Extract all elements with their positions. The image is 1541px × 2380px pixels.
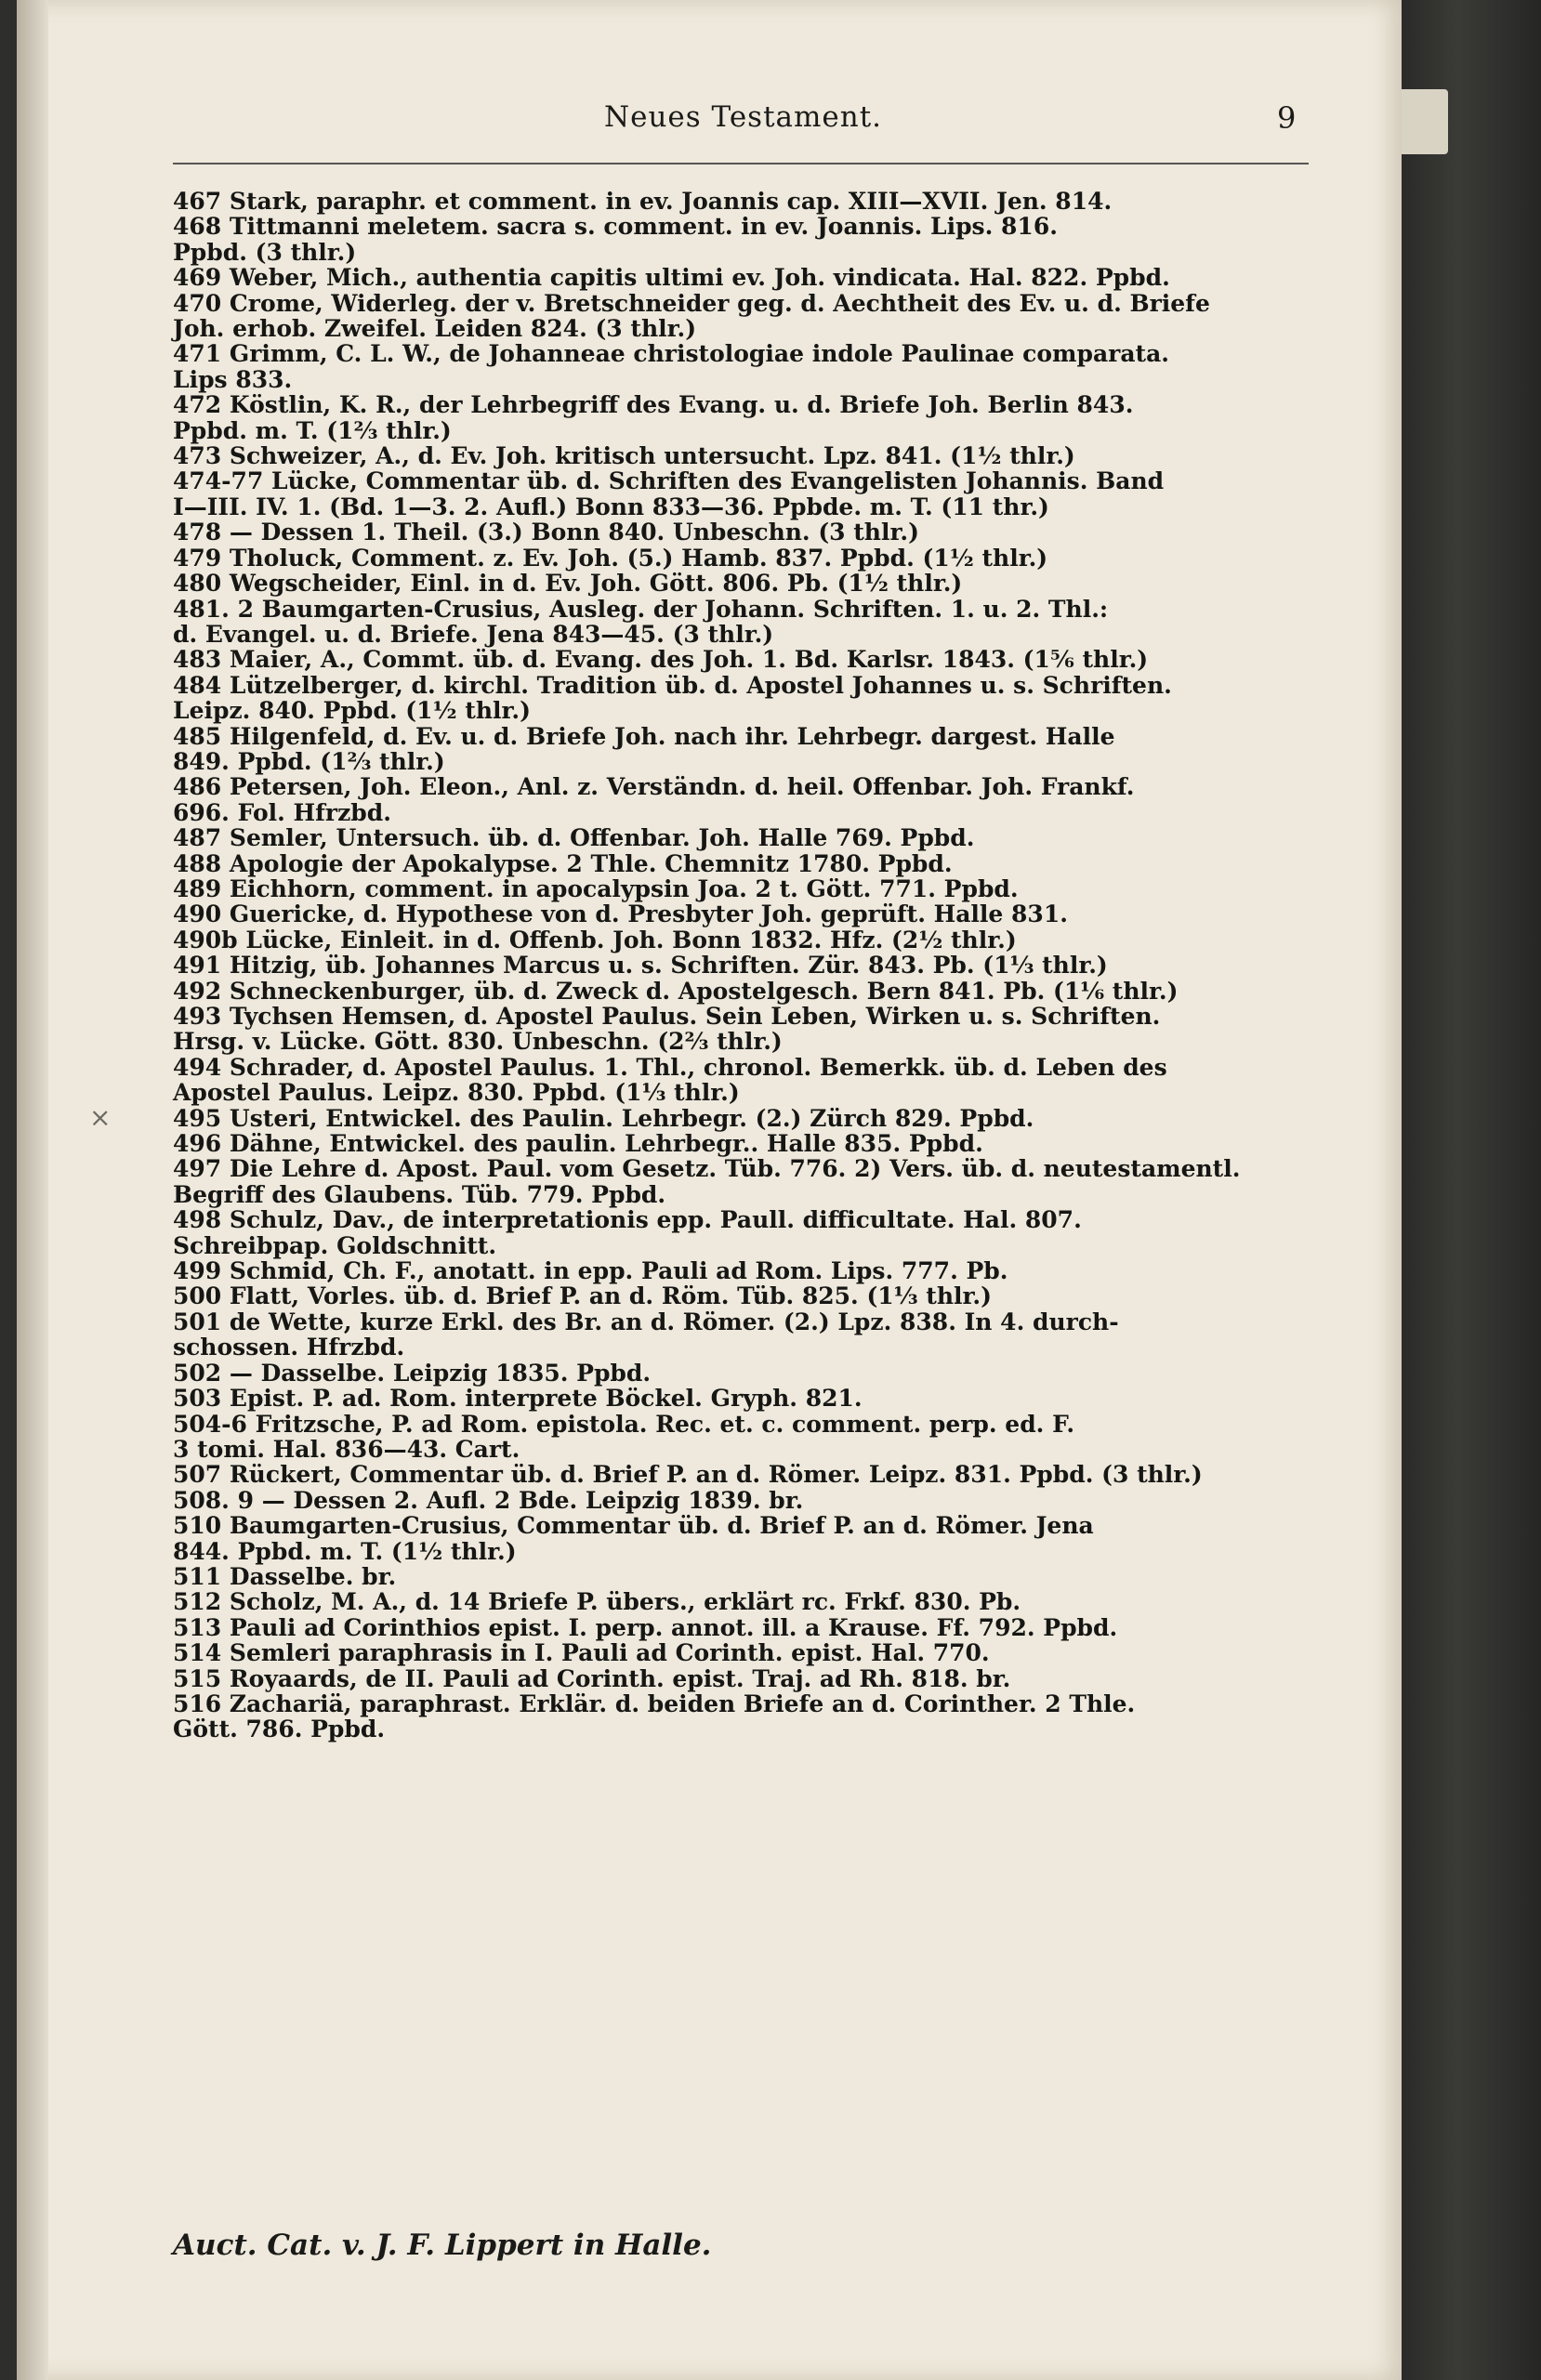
- catalog-entry: [173, 1564, 1316, 1589]
- catalog-entry: [173, 1361, 1316, 1386]
- catalog-entry: [173, 901, 1316, 927]
- catalog-entry-line: 849. Ppbd. (1⅔ thlr.): [173, 747, 445, 775]
- page-tab: [1394, 89, 1448, 154]
- catalog-entry-line: 484 Lützelberger, d. kirchl. Tradition üb. d. Apostel Johannes u. s. Schriften.: [173, 671, 1172, 699]
- catalog-entry: [173, 1615, 1316, 1640]
- catalog-entry-line: 480 Wegscheider, Einl. in d. Ev. Joh. Gött. 806. Pb. (1½ thlr.): [173, 570, 963, 598]
- catalog-entry-line: 499 Schmid, Ch. F., anotatt. in epp. Pauli ad Rom. Lips. 777. Pb.: [173, 1257, 1008, 1285]
- catalog-entry-line: 493 Tychsen Hemsen, d. Apostel Paulus. Sein Leben, Wirken u. s. Schriften.: [173, 1003, 1161, 1030]
- catalog-entry-line: 498 Schulz, Dav., de interpretationis epp. Paull. difficultate. Hal. 807.: [173, 1206, 1082, 1234]
- catalog-entry-line: 512 Scholz, M. A., d. 14 Briefe P. übers., erklärt rc. Frkf. 830. Pb.: [173, 1588, 1021, 1616]
- catalog-entry-line: Schreibpap. Goldschnitt.: [173, 1231, 497, 1259]
- page-number: 9: [1277, 100, 1297, 136]
- catalog-entry: [173, 468, 1316, 519]
- catalog-entry-line: 507 Rückert, Commentar üb. d. Brief P. an d. Römer. Leipz. 831. Ppbd. (3 thlr.): [173, 1461, 1203, 1489]
- catalog-entries: [173, 189, 1316, 1742]
- catalog-entry-line: 483 Maier, A., Commt. üb. d. Evang. des Joh. 1. Bd. Karlsr. 1843. (1⅚ thlr.): [173, 646, 1149, 674]
- catalog-entry-line: 504-6 Fritzsche, P. ad Rom. epistola. Rec. et. c. comment. perp. ed. F.: [173, 1410, 1075, 1438]
- page-binding: [17, 0, 48, 2380]
- running-header: Neues Testament.: [604, 100, 883, 134]
- catalog-entry-line: 513 Pauli ad Corinthios epist. I. perp. annot. ill. a Krause. Ff. 792. Ppbd.: [173, 1613, 1118, 1641]
- catalog-entry: [173, 851, 1316, 876]
- catalog-entry-line: 501 de Wette, kurze Erkl. des Br. an d. Römer. (2.) Lpz. 838. In 4. durch-: [173, 1308, 1119, 1335]
- catalog-entry: [173, 571, 1316, 596]
- catalog-entry: [173, 927, 1316, 953]
- catalog-entry-line: 472 Köstlin, K. R., der Lehrbegriff des Evang. u. d. Briefe Joh. Berlin 843.: [173, 391, 1134, 419]
- catalog-entry-line: Gött. 786. Ppbd.: [173, 1716, 386, 1743]
- catalog-entry-line: 496 Dähne, Entwickel. des paulin. Lehrbegr.. Halle 835. Ppbd.: [173, 1130, 983, 1158]
- catalog-entry-line: 469 Weber, Mich., authentia capitis ultimi ev. Joh. vindicata. Hal. 822. Ppbd.: [173, 264, 1170, 292]
- catalog-entry: [173, 1412, 1316, 1463]
- catalog-entry: [173, 1462, 1316, 1487]
- catalog-entry: [173, 673, 1316, 724]
- catalog-entry: [173, 825, 1316, 850]
- catalog-entry-line: 468 Tittmanni meletem. sacra s. comment. in ev. Joannis. Lips. 816.: [173, 213, 1058, 241]
- catalog-entry-line: Leipz. 840. Ppbd. (1½ thlr.): [173, 697, 531, 725]
- catalog-entry: [173, 189, 1316, 214]
- catalog-entry: [173, 1640, 1316, 1665]
- catalog-entry: [173, 1156, 1316, 1207]
- catalog-entry-line: Hrsg. v. Lücke. Gött. 830. Unbeschn. (2⅔ thlr.): [173, 1028, 783, 1056]
- catalog-entry-line: d. Evangel. u. d. Briefe. Jena 843—45. (3 thlr.): [173, 620, 774, 648]
- catalog-entry: [173, 597, 1316, 648]
- catalog-entry-line: 3 tomi. Hal. 836—43. Cart.: [173, 1435, 520, 1463]
- catalog-entry: [173, 1283, 1316, 1308]
- catalog-entry: [173, 979, 1316, 1004]
- catalog-entry-line: 489 Eichhorn, comment. in apocalypsin Joa. 2 t. Gött. 771. Ppbd.: [173, 874, 1019, 902]
- catalog-entry-line: 474-77 Lücke, Commentar üb. d. Schriften des Evangelisten Johannis. Band: [173, 467, 1165, 495]
- catalog-entry-line: Lips 833.: [173, 365, 293, 393]
- catalog-entry-line: 481. 2 Baumgarten-Crusius, Ausleg. der Johann. Schriften. 1. u. 2. Thl.:: [173, 595, 1109, 623]
- catalog-entry: [173, 1258, 1316, 1283]
- catalog-entry-line: 485 Hilgenfeld, d. Ev. u. d. Briefe Joh. nach ihr. Lehrbegr. dargest. Halle: [173, 722, 1115, 750]
- catalog-entry-line: 490 Guericke, d. Hypothese von d. Presbyter Joh. geprüft. Halle 831.: [173, 901, 1068, 928]
- catalog-entry-line: 486 Petersen, Joh. Eleon., Anl. z. Verständn. d. heil. Offenbar. Joh. Frankf.: [173, 773, 1135, 801]
- catalog-entry: [173, 341, 1316, 392]
- catalog-entry-line: Ppbd. (3 thlr.): [173, 238, 357, 266]
- catalog-entry-line: 502 — Dasselbe. Leipzig 1835. Ppbd.: [173, 1359, 652, 1387]
- catalog-entry: [173, 724, 1316, 775]
- catalog-entry-line: 510 Baumgarten-Crusius, Commentar üb. d. Brief P. an d. Römer. Jena: [173, 1512, 1094, 1540]
- catalog-entry: [173, 1513, 1316, 1564]
- catalog-entry: [173, 214, 1316, 265]
- catalog-entry-line: 516 Zachariä, paraphrast. Erklär. d. beiden Briefe an d. Corinther. 2 Thle.: [173, 1690, 1136, 1717]
- page-footer: Auct. Cat. v. J. F. Lippert in Halle.: [173, 2229, 712, 2262]
- catalog-entry-line: 495 Usteri, Entwickel. des Paulin. Lehrbegr. (2.) Zürch 829. Ppbd.: [173, 1104, 1034, 1132]
- catalog-entry: [173, 546, 1316, 571]
- catalog-entry-line: I—III. IV. 1. (Bd. 1—3. 2. Aufl.) Bonn 833—36. Ppbde. m. T. (11 thr.): [173, 493, 1049, 520]
- catalog-entry-line: 494 Schrader, d. Apostel Paulus. 1. Thl., chronol. Bemerkk. üb. d. Leben des: [173, 1053, 1167, 1081]
- catalog-entry-line: 470 Crome, Widerleg. der v. Bretschneider geg. d. Aechtheit des Ev. u. d. Briefe: [173, 289, 1210, 317]
- header-rule: [173, 163, 1309, 164]
- catalog-entry-line: 514 Semleri paraphrasis in I. Pauli ad Corinth. epist. Hal. 770.: [173, 1639, 990, 1667]
- catalog-entry-line: schossen. Hfrzbd.: [173, 1334, 405, 1361]
- catalog-entry-line: Joh. erhob. Zweifel. Leiden 824. (3 thlr.): [173, 315, 697, 343]
- catalog-entry-line: 487 Semler, Untersuch. üb. d. Offenbar. Joh. Halle 769. Ppbd.: [173, 824, 975, 852]
- catalog-entry: [173, 1004, 1316, 1055]
- catalog-entry: [173, 1691, 1316, 1742]
- catalog-entry-line: 491 Hitzig, üb. Johannes Marcus u. s. Schriften. Zür. 843. Pb. (1⅓ thlr.): [173, 952, 1108, 980]
- margin-annotation: ×: [89, 1102, 112, 1133]
- catalog-entry-line: 511 Dasselbe. br.: [173, 1562, 397, 1590]
- catalog-entry: [173, 774, 1316, 825]
- catalog-entry: [173, 1386, 1316, 1411]
- catalog-entry-line: 467 Stark, paraphr. et comment. in ev. Joannis cap. XIII—XVII. Jen. 814.: [173, 188, 1113, 215]
- catalog-entry-line: 471 Grimm, C. L. W., de Johanneae christologiae indole Paulinae comparata.: [173, 340, 1169, 368]
- book-edge: [1402, 0, 1541, 2380]
- catalog-entry: [173, 953, 1316, 978]
- catalog-entry: [173, 1131, 1316, 1156]
- catalog-entry-line: 503 Epist. P. ad. Rom. interprete Böckel. Gryph. 821.: [173, 1385, 863, 1413]
- catalog-entry: [173, 647, 1316, 672]
- catalog-entry: [173, 1207, 1316, 1258]
- catalog-entry: [173, 876, 1316, 901]
- catalog-entry-line: 508. 9 — Dessen 2. Aufl. 2 Bde. Leipzig 1839. br.: [173, 1486, 804, 1514]
- catalog-entry: [173, 265, 1316, 290]
- catalog-entry: [173, 291, 1316, 342]
- catalog-entry-line: 500 Flatt, Vorles. üb. d. Brief P. an d. Röm. Tüb. 825. (1⅓ thlr.): [173, 1282, 992, 1310]
- catalog-entry-line: 479 Tholuck, Comment. z. Ev. Joh. (5.) Hamb. 837. Ppbd. (1½ thlr.): [173, 544, 1048, 572]
- catalog-entry-line: Begriff des Glaubens. Tüb. 779. Ppbd.: [173, 1180, 666, 1208]
- catalog-entry: [173, 1106, 1316, 1131]
- catalog-entry-line: 497 Die Lehre d. Apost. Paul. vom Gesetz. Tüb. 776. 2) Vers. üb. d. neutestamentl.: [173, 1155, 1241, 1183]
- catalog-entry-line: 844. Ppbd. m. T. (1½ thlr.): [173, 1537, 517, 1565]
- catalog-entry-line: 473 Schweizer, A., d. Ev. Joh. kritisch untersucht. Lpz. 841. (1½ thlr.): [173, 442, 1075, 470]
- catalog-entry-line: 696. Fol. Hfrzbd.: [173, 798, 391, 826]
- catalog-entry: [173, 1055, 1316, 1106]
- catalog-entry-line: 478 — Dessen 1. Theil. (3.) Bonn 840. Unbeschn. (3 thlr.): [173, 519, 919, 546]
- catalog-entry-line: Ppbd. m. T. (1⅔ thlr.): [173, 416, 452, 444]
- catalog-entry: [173, 519, 1316, 545]
- catalog-entry-line: Apostel Paulus. Leipz. 830. Ppbd. (1⅓ thlr.): [173, 1079, 740, 1107]
- catalog-entry: [173, 392, 1316, 443]
- catalog-entry: [173, 1309, 1316, 1361]
- catalog-entry-line: 492 Schneckenburger, üb. d. Zweck d. Apostelgesch. Bern 841. Pb. (1⅙ thlr.): [173, 977, 1179, 1005]
- catalog-entry: [173, 443, 1316, 468]
- catalog-entry: [173, 1589, 1316, 1614]
- catalog-entry: [173, 1666, 1316, 1691]
- catalog-entry-line: 488 Apologie der Apokalypse. 2 Thle. Chemnitz 1780. Ppbd.: [173, 849, 953, 877]
- catalog-entry-line: 515 Royaards, de II. Pauli ad Corinth. epist. Traj. ad Rh. 818. br.: [173, 1664, 1011, 1692]
- catalog-entry: [173, 1488, 1316, 1513]
- catalog-entry-line: 490b Lücke, Einleit. in d. Offenb. Joh. Bonn 1832. Hfz. (2½ thlr.): [173, 926, 1017, 953]
